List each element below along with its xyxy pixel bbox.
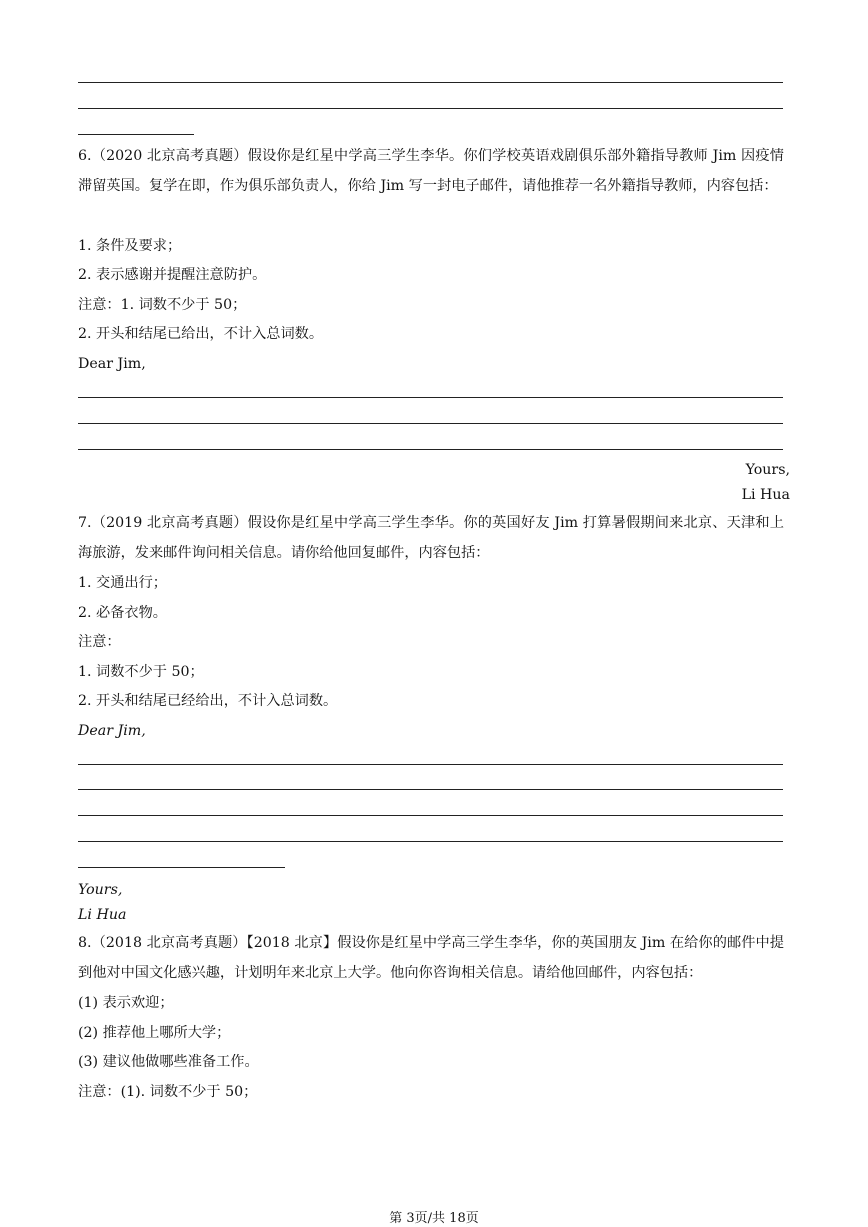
answer-line — [78, 397, 783, 398]
q7-prompt: 7.（2019 北京高考真题）假设你是红星中学高三学生李华。你的英国好友 Jim 打算暑假期间来北京、天津和上海旅游，发来邮件询问相关信息。请你给他回复邮件，内容包括： — [78, 515, 784, 561]
page-number: 第 3页/共 18页 — [389, 1211, 479, 1226]
q8-note-1: 注意：(1). 词数不少于 50； — [78, 1084, 258, 1100]
q8-point-3: (3) 建议他做哪些准备工作。 — [78, 1054, 259, 1070]
q6-prompt: 6.（2020 北京高考真题）假设你是红星中学高三学生李华。你们学校英语戏剧俱乐部外籍指导教师 Jim 因疫情滞留英国。复学在即，作为俱乐部负责人，你给 Jim 写一封电子邮件，请他推荐一名外籍指导教师，内容包括： — [78, 148, 784, 194]
answer-line — [78, 867, 285, 868]
answer-line — [78, 764, 783, 765]
q7-note-1: 1. 词数不少于 50； — [78, 664, 204, 680]
q7-greeting: Dear Jim, — [78, 723, 146, 739]
answer-line — [78, 108, 783, 109]
q8-prompt: 8.（2018 北京高考真题）【2018 北京】假设你是红星中学高三学生李华，你的英国朋友 Jim 在给你的邮件中提到他对中国文化感兴趣，计划明年来北京上大学。他向你咨询相关信息。请给他回邮件，内容包括： — [78, 935, 784, 981]
q6-note-1: 注意：1. 词数不少于 50； — [78, 297, 247, 313]
q6-signature: Li Hua — [741, 487, 790, 503]
answer-line — [78, 841, 783, 842]
q8-point-2: (2) 推荐他上哪所大学； — [78, 1025, 231, 1041]
answer-line — [78, 82, 783, 83]
q8-point-1: (1) 表示欢迎； — [78, 995, 174, 1011]
q7-note-label: 注意： — [78, 634, 121, 650]
q7-note-2: 2. 开头和结尾已经给出，不计入总词数。 — [78, 693, 338, 709]
q6-closing: Yours, — [745, 462, 790, 478]
q7-signature: Li Hua — [78, 907, 127, 923]
q7-closing: Yours, — [78, 882, 123, 898]
q6-point-2: 2. 表示感谢并提醒注意防护。 — [78, 267, 267, 283]
answer-line — [78, 449, 783, 450]
q7-point-2: 2. 必备衣物。 — [78, 605, 167, 621]
q6-greeting: Dear Jim, — [78, 356, 146, 372]
q6-point-1: 1. 条件及要求； — [78, 238, 182, 254]
answer-line — [78, 815, 783, 816]
q6-note-2: 2. 开头和结尾已给出，不计入总词数。 — [78, 326, 324, 342]
answer-line — [78, 134, 194, 135]
answer-line — [78, 789, 783, 790]
q7-point-1: 1. 交通出行； — [78, 575, 167, 591]
answer-line — [78, 423, 783, 424]
